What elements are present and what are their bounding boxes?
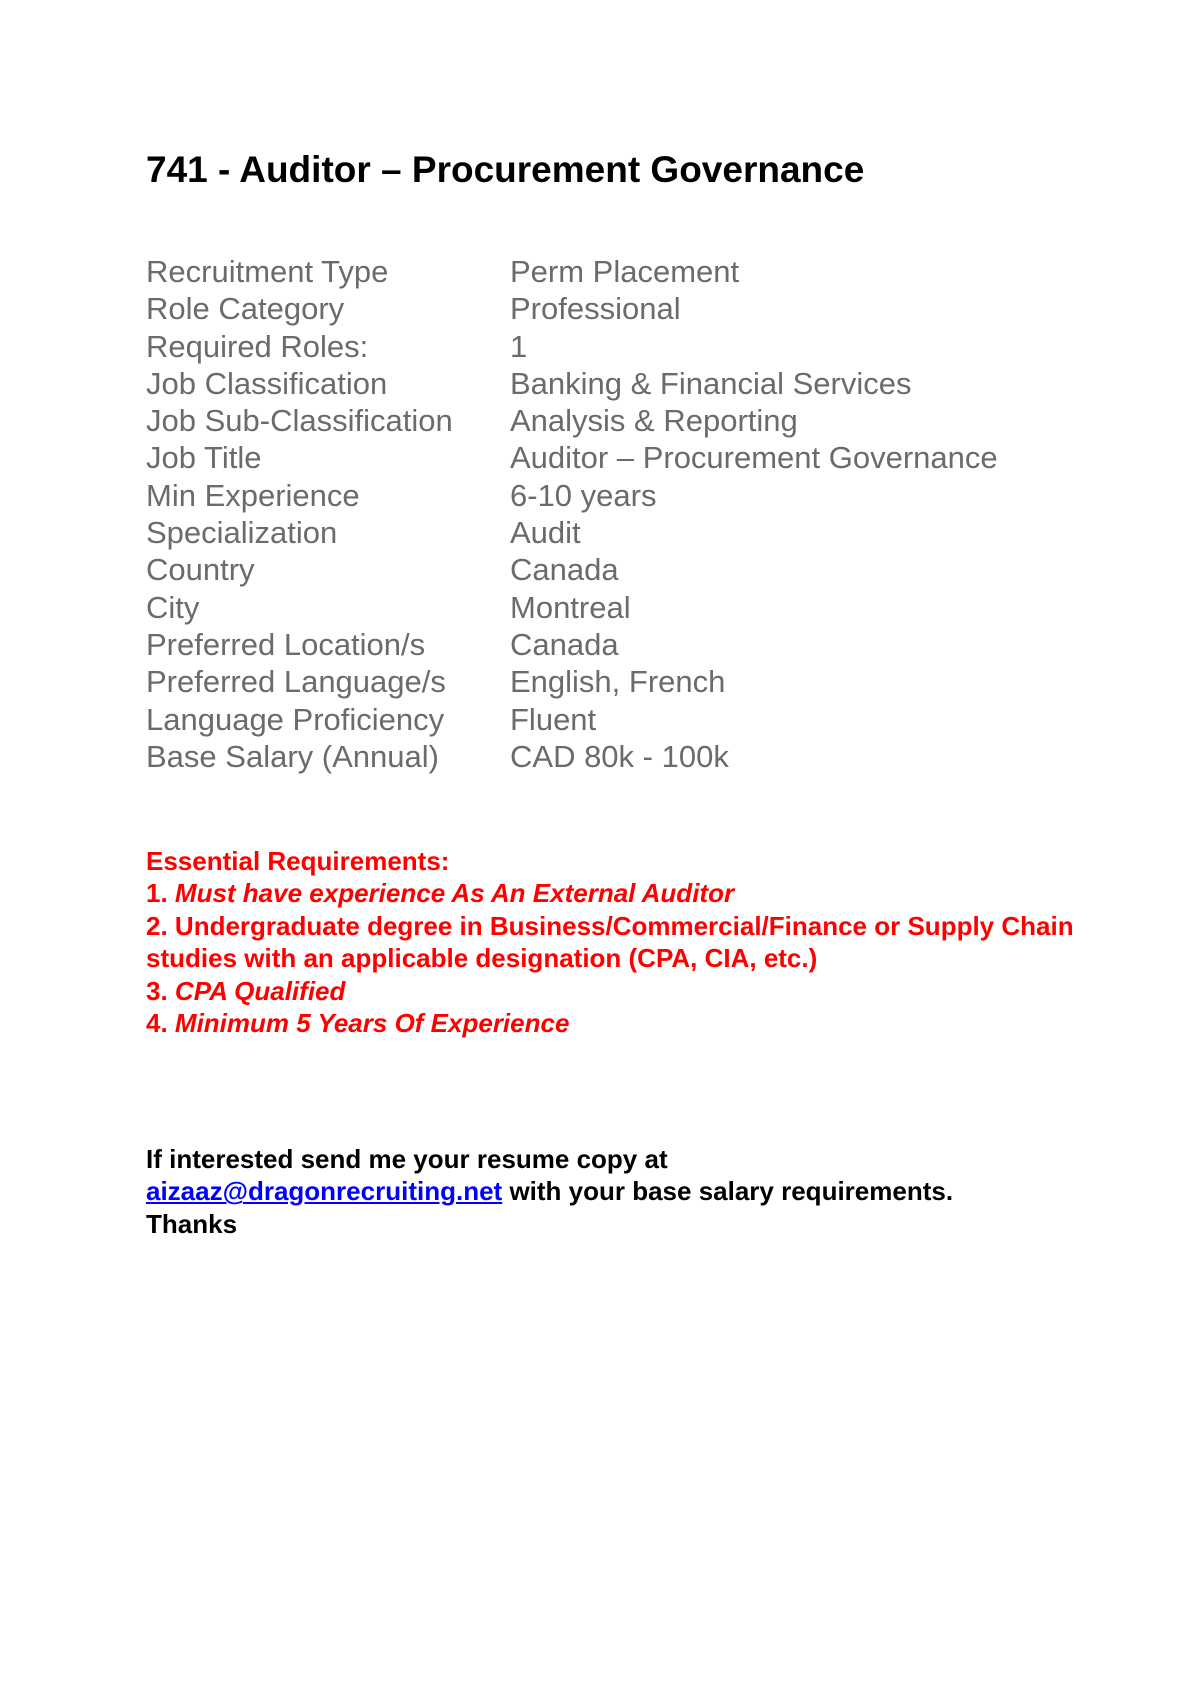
requirement-text: Minimum 5 Years Of Experience — [174, 1008, 570, 1039]
detail-row-language-proficiency — [146, 701, 1076, 738]
detail-label: Language Proficiency — [146, 701, 445, 737]
job-details-list — [146, 253, 1076, 775]
detail-label: Preferred Language/s — [146, 664, 446, 700]
requirements-heading: Essential Requirements: — [146, 846, 450, 876]
detail-label: Min Experience — [146, 477, 360, 513]
detail-row-city — [146, 589, 1076, 626]
detail-value: Auditor – Procurement Governance — [510, 440, 998, 476]
detail-value: 6-10 years — [510, 477, 657, 513]
email-link[interactable]: aizaaz@dragonrecruiting.net — [146, 1176, 503, 1207]
detail-row-base-salary — [146, 738, 1076, 775]
detail-label: Job Classification — [146, 365, 388, 401]
detail-label: Specialization — [146, 515, 338, 551]
detail-label: Base Salary (Annual) — [146, 738, 439, 774]
detail-value: Perm Placement — [510, 254, 740, 289]
detail-label: Job Title — [146, 440, 262, 476]
contact-after-email: with your base salary requirements. — [509, 1176, 954, 1207]
contact-intro: If interested send me your resume copy at — [146, 1144, 668, 1174]
requirement-text: Undergraduate degree in Business/Commercial/Finance or Supply Chain studies with an applicable designation (CPA, CIA, etc.) — [146, 910, 1074, 974]
requirement-number: 2. — [146, 910, 168, 941]
detail-value: Banking & Financial Services — [510, 365, 912, 401]
detail-value: Analysis & Reporting — [510, 403, 798, 439]
detail-row-specialization — [146, 514, 1076, 551]
detail-row-job-title — [146, 439, 1076, 476]
requirement-text: CPA Qualified — [174, 975, 346, 1006]
requirement-item — [146, 910, 1076, 975]
detail-row-preferred-languages — [146, 663, 1076, 700]
detail-value: Professional — [510, 291, 681, 327]
detail-row-min-experience — [146, 477, 1076, 514]
detail-value: English, French — [510, 664, 726, 700]
detail-value: Fluent — [510, 701, 597, 737]
detail-label: Job Sub-Classification — [146, 403, 453, 439]
requirement-item — [146, 877, 1076, 909]
detail-row-required-roles — [146, 328, 1076, 365]
requirement-number: 1. — [146, 878, 168, 909]
detail-label: Required Roles: — [146, 328, 369, 364]
detail-row-recruitment-type — [146, 253, 1076, 290]
detail-value: Canada — [510, 626, 619, 662]
detail-label: Country — [146, 552, 255, 588]
detail-value: Montreal — [510, 589, 631, 625]
requirement-number: 3. — [146, 975, 168, 1006]
detail-label: Preferred Location/s — [146, 626, 426, 662]
requirement-text: Must have experience As An External Auditor — [174, 878, 735, 909]
requirement-number: 4. — [146, 1008, 168, 1039]
detail-value: Audit — [510, 515, 581, 551]
essential-requirements — [146, 845, 1076, 1039]
requirement-item — [146, 1007, 1076, 1039]
requirement-item — [146, 975, 1076, 1007]
detail-value: 1 — [510, 328, 528, 364]
detail-label: Role Category — [146, 291, 345, 327]
contact-section — [146, 1143, 1076, 1240]
contact-email-line — [146, 1175, 1076, 1207]
detail-label: Recruitment Type — [146, 254, 389, 289]
detail-label: City — [146, 589, 200, 625]
detail-value: Canada — [510, 552, 619, 588]
detail-value: CAD 80k - 100k — [510, 738, 729, 774]
contact-closing: Thanks — [146, 1208, 238, 1239]
detail-row-job-classification — [146, 365, 1076, 402]
document-title: 741 - Auditor – Procurement Governance — [146, 149, 865, 190]
detail-row-country — [146, 551, 1076, 588]
detail-row-job-sub-classification — [146, 402, 1076, 439]
detail-row-role-category — [146, 290, 1076, 327]
detail-row-preferred-locations — [146, 626, 1076, 663]
